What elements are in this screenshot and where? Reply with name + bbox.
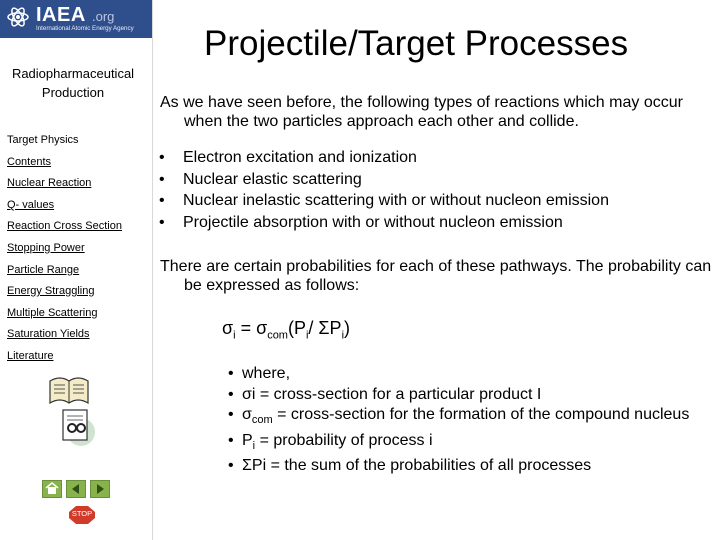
document-glasses-icon[interactable] [57,408,97,448]
nav-heading: Target Physics [7,134,79,146]
nav-item-nuclear-reaction[interactable]: Nuclear Reaction [7,177,92,189]
section-title: Radiopharmaceutical Production [11,66,135,100]
sidebar [0,0,153,540]
nav-item-energy-straggling[interactable]: Energy Straggling [7,285,95,297]
list-item: • $\sigma_{com}$ = cross-section for the formation of the compound nucleus [228,406,690,427]
arrow-left-icon [67,481,85,497]
open-book-icon[interactable] [46,373,92,409]
nav-item-q-values[interactable]: Q- values [7,199,55,211]
reaction-list [159,147,699,233]
iaea-logo[interactable] [0,0,152,38]
intro-paragraph: As we have seen before, the following types of reactions which may occur when the two particles approach each other and collide. [160,94,683,130]
logo-domain: .org [92,9,115,24]
nav-item-reaction-cross-section[interactable]: Reaction Cross Section [7,220,122,232]
nav-item-stopping-power[interactable]: Stopping Power [7,242,85,254]
next-button[interactable] [90,480,110,498]
probability-paragraph: There are certain probabilities for each of these pathways. The probability can be expressed as follows: [160,258,712,294]
nav-item-multiple-scattering[interactable]: Multiple Scattering [7,307,98,319]
list-item: • Nuclear elastic scattering [159,170,362,188]
list-item: • σi = cross-section for a particular product I [228,385,542,403]
list-item: • Projectile absorption with or without nucleon emission [159,213,563,231]
home-button[interactable] [42,480,62,498]
logo-name: IAEA [36,4,86,26]
nav-item-saturation-yields[interactable]: Saturation Yields [7,328,90,340]
nav-item-literature[interactable]: Literature [7,350,54,362]
list-item: • $P_i$ = probability of process i [228,431,433,452]
nav-item-particle-range[interactable]: Particle Range [7,264,80,276]
atom-logo-icon [6,5,30,29]
logo-tagline: International Atomic Energy Agency [36,25,134,32]
list-item: • ΣPi = the sum of the probabilities of all processes [228,457,592,475]
arrow-right-icon [91,481,109,497]
list-item: • where, [228,365,291,382]
stop-label: STOP [71,509,93,518]
cross-section-formula: $\sigma_i = \sigma_{com}(P_i/$ $\Sigma P_i$) [222,318,351,342]
home-icon [43,481,61,497]
stop-button[interactable] [68,505,96,525]
definition-list [228,364,698,477]
nav-item-contents[interactable]: Contents [7,156,52,168]
slide-title: Projectile/Target Processes [204,24,629,63]
list-item: • Nuclear inelastic scattering with or without nucleon emission [159,192,609,209]
previous-button[interactable] [66,480,86,498]
list-item: • Electron excitation and ionization [159,149,417,166]
